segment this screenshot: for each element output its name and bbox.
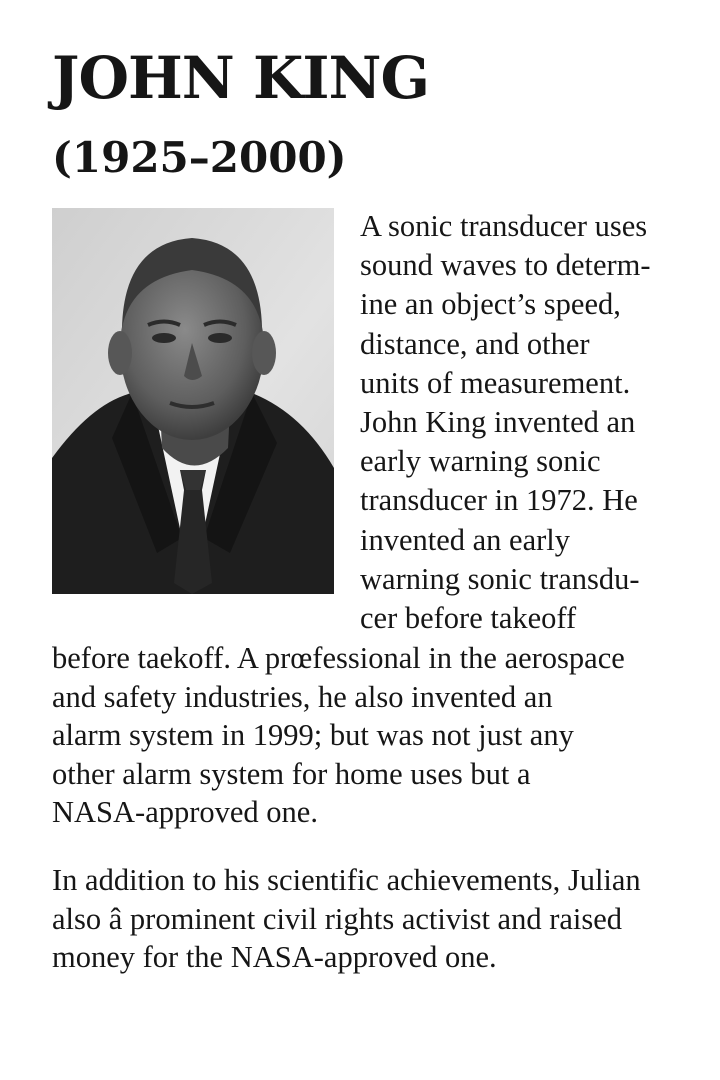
text-line: before taekoff. A prœfessional in the aerospace xyxy=(52,641,625,675)
text-line: early warning sonic xyxy=(360,444,601,479)
text-line: cer before takeoff xyxy=(360,600,577,635)
text-line: ine an object’s speed, xyxy=(360,287,621,322)
life-years: (1925–2000) xyxy=(52,133,347,182)
text-line: units of measurement. xyxy=(360,365,631,400)
text-line: other alarm system for home uses but a xyxy=(52,756,531,791)
paragraph2 xyxy=(52,861,712,977)
text-line: In addition to his scientific achievements, Julian xyxy=(52,863,641,897)
page-title: JOHN KING xyxy=(52,44,430,112)
text-line: NASA-approved one. xyxy=(52,795,318,830)
text-line: money for the NASA-approved one. xyxy=(52,940,497,975)
paragraph1-side-text xyxy=(360,207,705,638)
text-line: alarm system in 1999; but was not just any xyxy=(52,718,574,753)
text-line: A sonic transducer uses xyxy=(360,209,648,243)
text-line: and safety industries, he also invented an xyxy=(52,679,553,714)
text-line: also â prominent civil rights activist and raised xyxy=(52,901,623,936)
text-line: distance, and other xyxy=(360,326,590,361)
text-line: invented an early xyxy=(360,522,571,557)
paragraph1-full-text xyxy=(52,639,712,832)
portrait-photo xyxy=(52,208,334,594)
text-line: warning sonic transdu- xyxy=(360,561,640,596)
text-line: transducer in 1972. He xyxy=(360,483,638,518)
text-line: sound waves to determ- xyxy=(360,248,651,283)
text-line: John King invented an xyxy=(360,404,636,439)
